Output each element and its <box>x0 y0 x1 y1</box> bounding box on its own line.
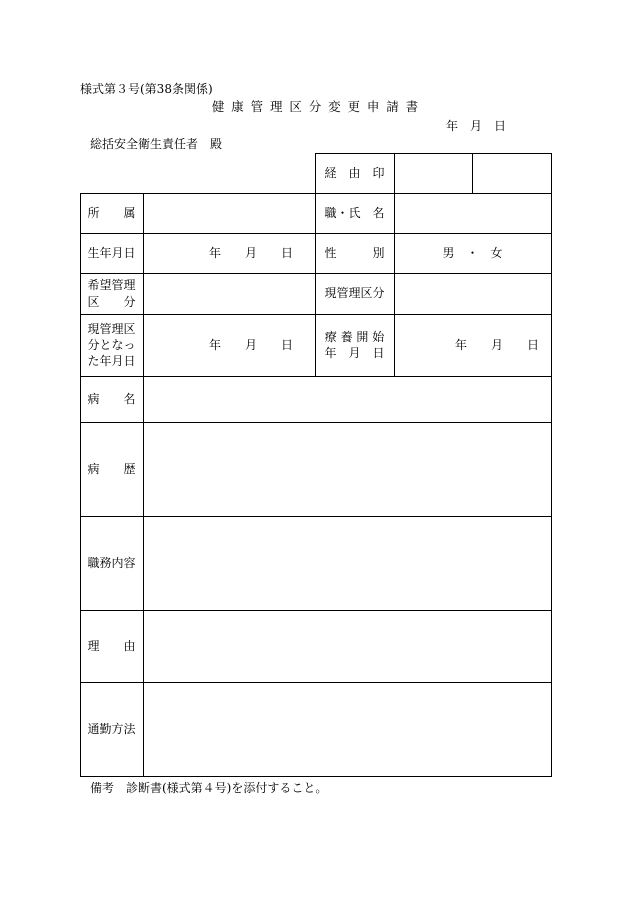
remarks-note: 備考 診断書(様式第４号)を添付すること。 <box>90 781 328 795</box>
treatment-start-label <box>315 314 394 376</box>
birth-date-label: 生年月日 <box>87 245 136 260</box>
birth-date-field[interactable]: 年 月 日 <box>208 245 293 260</box>
position-name-label: 職・氏 名 <box>324 205 385 220</box>
affiliation-label: 所 属 <box>87 205 136 220</box>
position-name-field[interactable] <box>394 193 551 233</box>
relay-stamp-label: 経 由 印 <box>324 165 385 180</box>
job-description-label: 職務内容 <box>87 555 136 570</box>
job-description-field[interactable] <box>143 516 551 610</box>
treatment-start-field[interactable]: 年 月 日 <box>454 337 539 352</box>
medical-history-field[interactable] <box>143 422 551 516</box>
addressee: 総括安全衛生責任者 殿 <box>90 137 223 151</box>
document-title: 健康管理区分変更申請書 <box>211 99 425 114</box>
reason-label: 理 由 <box>87 638 136 653</box>
form-number: 様式第３号(第38条関係) <box>80 82 213 96</box>
classification-date-field[interactable]: 年 月 日 <box>208 337 293 352</box>
desired-classification-label-line2: 区 分 <box>87 294 136 309</box>
classification-date-label-line1: 現管理区 <box>87 321 136 336</box>
sex-label: 性 別 <box>324 245 385 260</box>
affiliation-field[interactable] <box>143 193 315 233</box>
desired-classification-label-line1: 希望管理 <box>87 278 136 293</box>
current-classification-field[interactable] <box>394 273 551 314</box>
commute-method-label: 通勤方法 <box>87 721 136 736</box>
reason-field[interactable] <box>143 610 551 682</box>
application-date: 年 月 日 <box>446 119 507 133</box>
relay-stamp-box-1[interactable] <box>394 153 472 193</box>
treatment-start-label-line2: 年 月 日 <box>324 346 385 360</box>
disease-name-label: 病 名 <box>87 391 136 406</box>
rule-bottom <box>80 776 552 777</box>
classification-date-label-line2: 分となっ <box>87 337 136 352</box>
sex-field[interactable]: 男 ・ 女 <box>442 245 503 260</box>
current-classification-label: 現管理区分 <box>324 286 385 301</box>
commute-method-field[interactable] <box>143 682 551 776</box>
desired-classification-label <box>80 273 143 314</box>
rule-right <box>551 153 552 777</box>
classification-date-label <box>80 314 143 376</box>
medical-history-label: 病 歴 <box>87 461 136 476</box>
relay-stamp-box-2[interactable] <box>472 153 551 193</box>
treatment-start-label-line1: 療 養 開 始 <box>324 329 385 344</box>
disease-name-field[interactable] <box>143 376 551 422</box>
desired-classification-field[interactable] <box>143 273 315 314</box>
classification-date-label-line3: た年月日 <box>87 354 136 369</box>
